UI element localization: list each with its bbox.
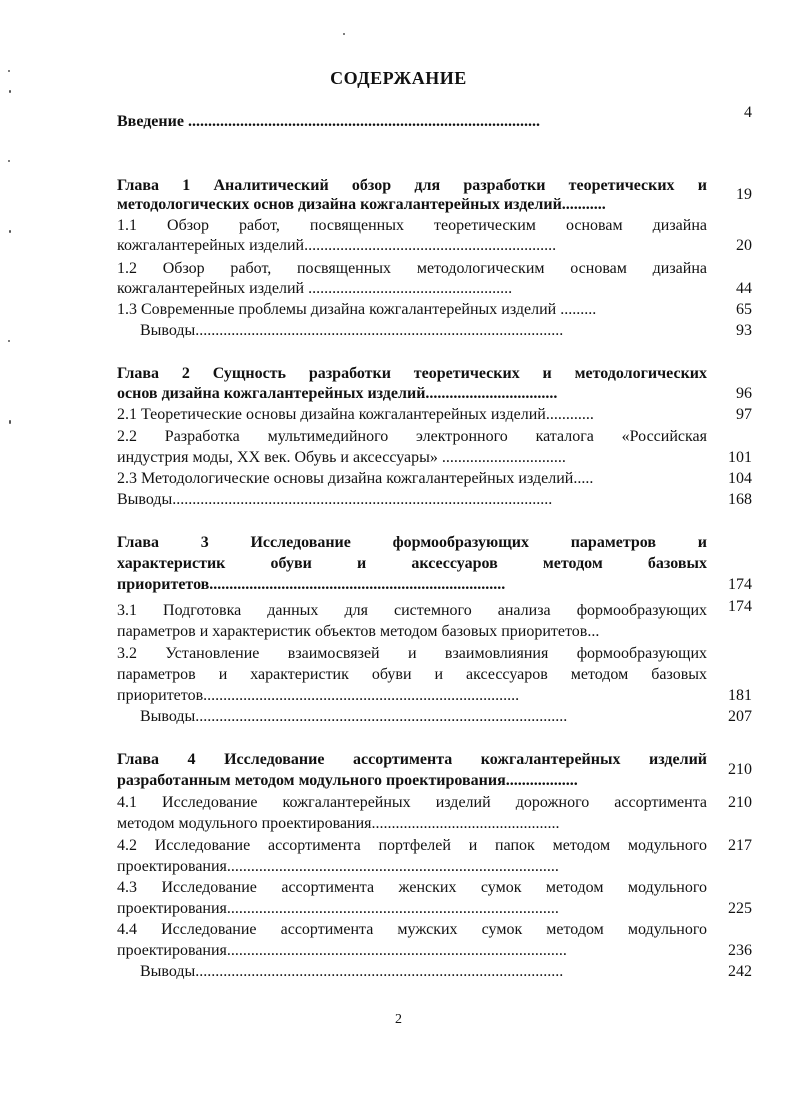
- toc-section-2-1-page: 97: [736, 406, 752, 423]
- page-title: СОДЕРЖАНИЕ: [330, 68, 467, 88]
- toc-section-2-2[interactable]: 2.2 Разработка мультимедийного электронного каталога «Российская: [117, 428, 707, 445]
- toc-chapter-3-page: 174: [728, 576, 752, 593]
- toc-section-2-3-page: 104: [728, 470, 752, 487]
- toc-chapter-1-conclusions[interactable]: Выводы............................................................................................: [140, 322, 564, 339]
- toc-section-4-4[interactable]: 4.4 Исследование ассортимента мужских сумок методом модульного: [117, 921, 707, 938]
- toc-chapter-3-title-cont2[interactable]: приоритетов..........................................................................: [117, 576, 506, 593]
- toc-chapter-2-page: 96: [736, 385, 752, 402]
- toc-section-4-2-cont[interactable]: проектирования...................................................................................: [117, 858, 559, 875]
- toc-section-3-2-cont[interactable]: параметров и характеристик обуви и аксессуаров методом базовых: [117, 666, 707, 683]
- toc-section-3-1-cont[interactable]: параметров и характеристик объектов методом базовых приоритетов...: [117, 623, 600, 640]
- toc-chapter-4-conclusions-page: 242: [728, 963, 752, 980]
- toc-chapter-2-title[interactable]: Глава 2 Сущность разработки теоретических и методологических: [117, 365, 707, 382]
- toc-section-4-1-cont[interactable]: методом модульного проектирования...............................................: [117, 815, 560, 832]
- scan-speck: [8, 70, 10, 72]
- toc-chapter-4-title-cont[interactable]: разработанным методом модульного проектирования..................: [117, 772, 578, 789]
- toc-section-3-2-cont2[interactable]: приоритетов...............................................................................: [117, 687, 520, 704]
- toc-chapter-1-page: 19: [736, 186, 752, 203]
- toc-section-3-2-page: 181: [728, 687, 752, 704]
- toc-section-4-2[interactable]: 4.2 Исследование ассортимента портфелей и папок методом модульного: [117, 837, 707, 854]
- toc-chapter-3-conclusions[interactable]: Выводы.............................................................................................: [140, 708, 568, 725]
- toc-section-4-3-page: 225: [728, 900, 752, 917]
- toc-chapter-1-title[interactable]: Глава 1 Аналитический обзор для разработки теоретических и: [117, 177, 707, 194]
- toc-section-3-1-page: 174: [728, 598, 752, 615]
- scan-speck: [343, 33, 345, 35]
- toc-chapter-2-conclusions-page: 168: [728, 491, 752, 508]
- toc-section-3-2[interactable]: 3.2 Установление взаимосвязей и взаимовлияния формообразующих: [117, 645, 707, 662]
- scan-speck: [8, 160, 10, 162]
- toc-section-2-1[interactable]: 2.1 Теоретические основы дизайна кожгалантерейных изделий............: [117, 406, 594, 423]
- toc-section-4-1-page: 210: [728, 794, 752, 811]
- toc-section-1-1-cont[interactable]: кожгалантерейных изделий...............................................................: [117, 237, 557, 254]
- toc-section-1-1-page: 20: [736, 237, 752, 254]
- toc-section-4-3[interactable]: 4.3 Исследование ассортимента женских сумок методом модульного: [117, 879, 707, 896]
- toc-intro[interactable]: Введение ........................................................................................: [117, 113, 540, 130]
- toc-chapter-4-title[interactable]: Глава 4 Исследование ассортимента кожгалантерейных изделий: [117, 751, 707, 768]
- page-number: 2: [395, 1012, 402, 1027]
- toc-section-1-2-page: 44: [736, 280, 752, 297]
- toc-section-1-2-cont[interactable]: кожгалантерейных изделий ...................................................: [117, 280, 513, 297]
- toc-section-1-1[interactable]: 1.1 Обзор работ, посвященных теоретическим основам дизайна: [117, 217, 707, 234]
- toc-section-1-2[interactable]: 1.2 Обзор работ, посвященных методологическим основам дизайна: [117, 260, 707, 277]
- scan-speck: [8, 340, 10, 342]
- toc-chapter-2-title-cont[interactable]: основ дизайна кожгалантерейных изделий.................................: [117, 385, 558, 402]
- toc-chapter-1-conclusions-page: 93: [736, 322, 752, 339]
- toc-chapter-4-page: 210: [728, 761, 752, 778]
- toc-section-2-2-cont[interactable]: индустрия моды, XX век. Обувь и аксессуары» ...............................: [117, 449, 566, 466]
- toc-section-4-3-cont[interactable]: проектирования...................................................................................: [117, 900, 559, 917]
- toc-section-4-4-cont[interactable]: проектирования.....................................................................................: [117, 942, 567, 959]
- toc-chapter-3-title-cont[interactable]: характеристик обуви и аксессуаров методом базовых: [117, 555, 707, 572]
- toc-section-4-1[interactable]: 4.1 Исследование кожгалантерейных изделий дорожного ассортимента: [117, 794, 707, 811]
- toc-chapter-1-title-cont[interactable]: методологических основ дизайна кожгалантерейных изделий...........: [117, 196, 606, 213]
- toc-section-3-1[interactable]: 3.1 Подготовка данных для системного анализа формообразующих: [117, 602, 707, 619]
- scan-speck: [9, 90, 11, 93]
- toc-section-2-2-page: 101: [728, 449, 752, 466]
- toc-section-4-2-page: 217: [728, 837, 752, 854]
- toc-intro-page: 4: [744, 104, 752, 121]
- scan-speck: [9, 420, 11, 424]
- toc-chapter-3-title[interactable]: Глава 3 Исследование формообразующих параметров и: [117, 534, 707, 551]
- toc-chapter-3-conclusions-page: 207: [728, 708, 752, 725]
- toc-section-4-4-page: 236: [728, 942, 752, 959]
- toc-section-2-3[interactable]: 2.3 Методологические основы дизайна кожгалантерейных изделий.....: [117, 470, 594, 487]
- toc-chapter-2-conclusions[interactable]: Выводы...............................................................................................: [117, 491, 553, 508]
- toc-section-1-3[interactable]: 1.3 Современные проблемы дизайна кожгалантерейных изделий .........: [117, 301, 597, 318]
- toc-section-1-3-page: 65: [736, 301, 752, 318]
- scan-speck: [9, 230, 11, 233]
- toc-chapter-4-conclusions[interactable]: Выводы............................................................................................: [140, 963, 564, 980]
